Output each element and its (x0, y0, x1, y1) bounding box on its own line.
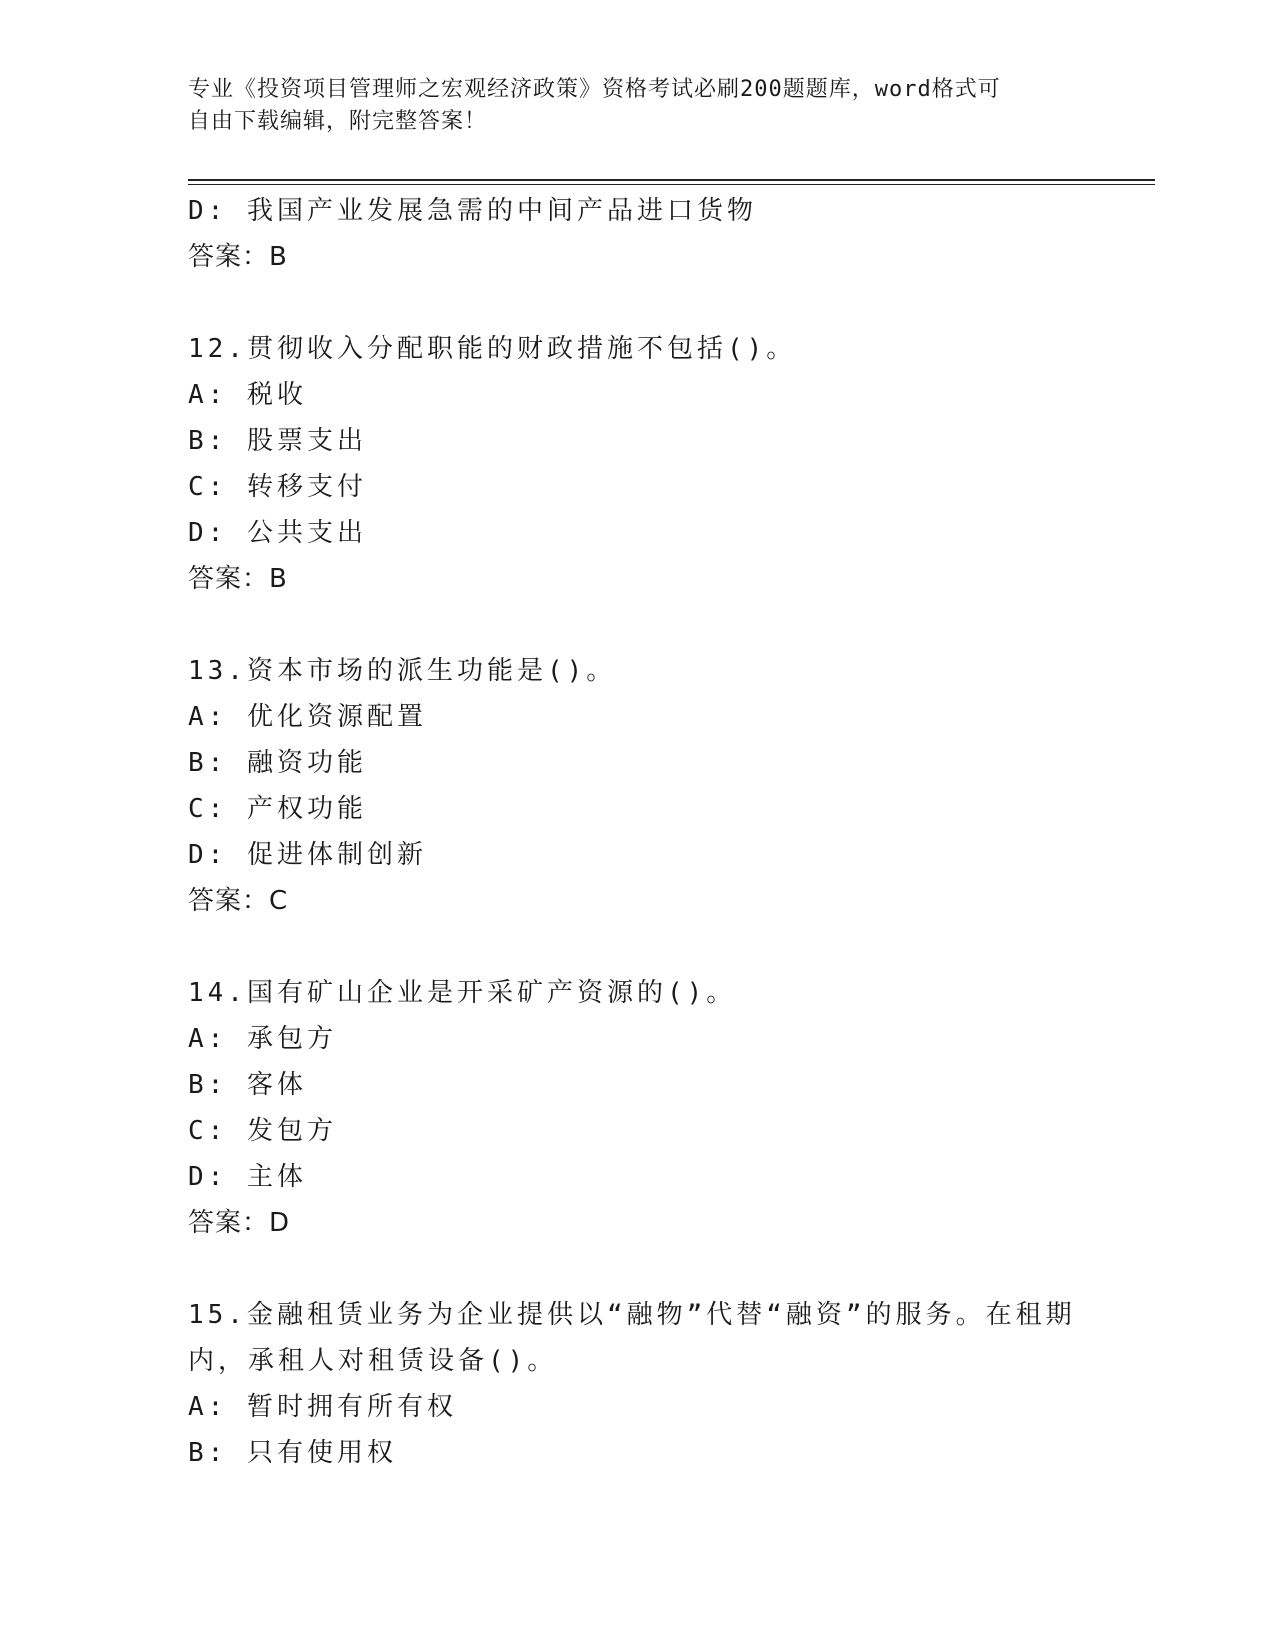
option-d: D: 主体 (188, 1162, 307, 1192)
answer-line: 答案：C (188, 886, 289, 916)
question-text: 12.贯彻收入分配职能的财政措施不包括()。 (188, 334, 797, 364)
question-block-prev (188, 188, 1088, 280)
option-b: B: 融资功能 (188, 748, 367, 778)
question-text-line-2: 内，承租人对租赁设备()。 (188, 1346, 558, 1376)
option-d: D: 我国产业发展急需的中间产品进口货物 (188, 196, 757, 226)
option-a: A: 承包方 (188, 1024, 337, 1054)
question-text-line-1: 15.金融租赁业务为企业提供以“融物”代替“融资”的服务。在租期 (188, 1300, 1076, 1330)
option-a: A: 暂时拥有所有权 (188, 1392, 457, 1422)
option-c: C: 转移支付 (188, 472, 367, 502)
option-b: B: 客体 (188, 1070, 307, 1100)
question-text: 13.资本市场的派生功能是()。 (188, 656, 617, 686)
option-a: A: 税收 (188, 380, 307, 410)
option-b: B: 只有使用权 (188, 1438, 397, 1468)
option-d: D: 促进体制创新 (188, 840, 427, 870)
header-divider-thick (188, 179, 1155, 181)
question-block-15 (188, 1292, 1088, 1476)
question-text: 14.国有矿山企业是开采矿产资源的()。 (188, 978, 737, 1008)
option-b: B: 股票支出 (188, 426, 367, 456)
option-a: A: 优化资源配置 (188, 702, 427, 732)
option-c: C: 发包方 (188, 1116, 337, 1146)
spacer (188, 602, 1088, 648)
spacer (188, 280, 1088, 326)
question-block-12 (188, 326, 1088, 602)
answer-line: 答案：B (188, 242, 288, 272)
option-d: D: 公共支出 (188, 518, 367, 548)
spacer (188, 1246, 1088, 1292)
header-line-2: 自由下载编辑，附完整答案！ (188, 109, 488, 134)
document-header (188, 74, 1068, 138)
answer-line: 答案：D (188, 1208, 291, 1238)
question-list (188, 188, 1088, 1476)
spacer (188, 924, 1088, 970)
answer-line: 答案：B (188, 564, 288, 594)
header-line-1: 专业《投资项目管理师之宏观经济政策》资格考试必刷200题题库，word格式可 (188, 77, 1001, 102)
question-block-14 (188, 970, 1088, 1246)
question-block-13 (188, 648, 1088, 924)
header-divider-thin (188, 184, 1155, 185)
option-c: C: 产权功能 (188, 794, 367, 824)
